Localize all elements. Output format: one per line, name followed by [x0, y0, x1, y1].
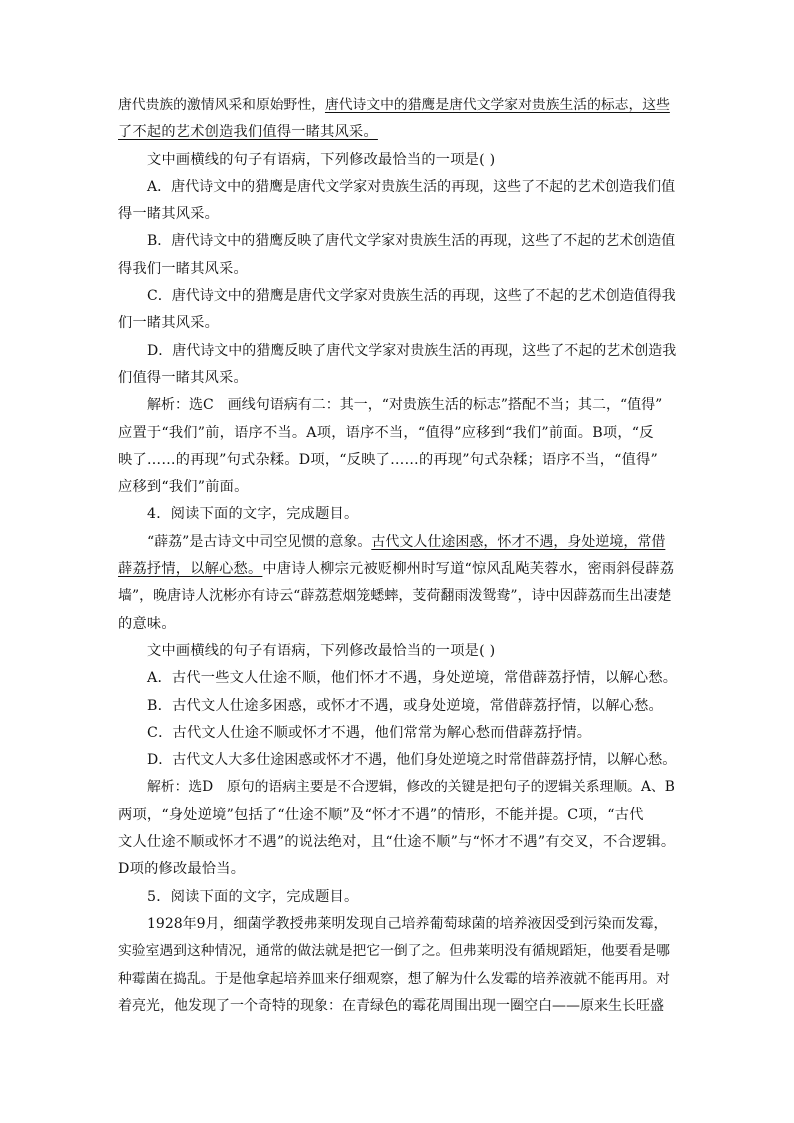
question-prompt: 文中画横线的句子有语病，下列修改最恰当的一项是( )	[147, 151, 496, 168]
question-heading: 5．阅读下面的文字，完成题目。	[147, 888, 359, 905]
option-a: A．古代一些文人仕途不顺，他们怀才不遇，身处逆境，常借薜荔抒情，以解心愁。	[147, 670, 678, 687]
passage-text: 的意味。	[118, 615, 176, 632]
option-a: A．唐代诗文中的猎鹰是唐代文学家对贵族生活的再现，这些了不起的艺术创造我们值	[147, 178, 676, 195]
option-d: D．唐代诗文中的猎鹰反映了唐代文学家对贵族生活的再现，这些了不起的艺术创造我	[147, 342, 677, 359]
analysis-text: 映了……的再现”句式杂糅。D项，“反映了……的再现”句式杂糅；语序不当，“值得”	[118, 451, 659, 468]
question-heading: 4．阅读下面的文字，完成题目。	[147, 506, 359, 523]
option-b-cont: 得我们一睹其风采。	[118, 260, 248, 277]
passage-text: 1928年9月，细菌学教授弗莱明发现自己培养葡萄球菌的培养液因受到污染而发霉，	[147, 915, 668, 932]
underlined-sentence: 了不起的艺术创造我们值得一睹其风采。	[118, 124, 378, 141]
analysis-text: 解析：选D 原句的语病主要是不合逻辑，修改的关键是把句子的逻辑关系理顺。A、B	[147, 779, 675, 796]
analysis-text: D项的修改最恰当。	[118, 861, 246, 878]
underlined-sentence: 薜荔抒情，以解心愁。	[118, 561, 263, 578]
passage-text	[118, 529, 676, 556]
option-c: C．古代文人仕途不顺或怀才不遇，他们常常为解心愁而借薜荔抒情。	[147, 724, 592, 741]
option-c-cont: 们一睹其风采。	[118, 315, 220, 332]
document-page	[118, 92, 676, 1020]
option-c: C．唐代诗文中的猎鹰是唐代文学家对贵族生活的再现，这些了不起的艺术创造值得我	[147, 288, 676, 305]
passage-text: 墙”，晚唐诗人沈彬亦有诗云“薜荔惹烟笼蟋蟀，芰荷翻雨泼鸳鸯”，诗中因薜荔而生出凄楚	[118, 588, 672, 605]
text-segment: 中唐诗人柳宗元被贬柳州时写道“惊风乱飐芙蓉水，密雨斜侵薜荔	[262, 561, 675, 578]
analysis-text: 文人仕途不顺或怀才不遇”的说法绝对，且“仕途不顺”与“怀才不遇”有交叉，不合逻辑。	[118, 834, 676, 851]
analysis-text: 解析：选C 画线句语病有二：其一，“对贵族生活的标志”搭配不当；其二，“值得”	[147, 397, 663, 414]
analysis-text: 应置于“我们”前，语序不当。A项，语序不当，“值得”应移到“我们”前面。B项，“反	[118, 424, 654, 441]
text-segment: “薜荔”是古诗文中司空见惯的意象。	[147, 533, 372, 550]
analysis-text: 应移到“我们”前面。	[118, 479, 249, 496]
question-prompt: 文中画横线的句子有语病，下列修改最恰当的一项是( )	[147, 642, 496, 659]
text-line	[118, 119, 676, 146]
text-segment: 唐代贵族的激情风采和原始野性，	[118, 97, 325, 113]
passage-text: 实验室遇到这种情况，通常的做法就是把它一倒了之。但弗莱明没有循规蹈矩，他要看是哪	[118, 943, 670, 960]
analysis-text: 两项，“身处逆境”包括了“仕途不顺”及“怀才不遇”的情形，不能并提。C项，“古代	[118, 806, 644, 823]
passage-text: 着亮光，他发现了一个奇特的现象：在青绿色的霉花周围出现一圈空白——原来生长旺盛	[118, 997, 664, 1014]
passage-text: 种霉菌在捣乱。于是他拿起培养皿来仔细观察，想了解为什么发霉的培养液就不能再用。对	[118, 970, 670, 987]
text-line	[118, 92, 676, 119]
option-b: B．唐代诗文中的猎鹰反映了唐代文学家对贵族生活的再现，这些了不起的艺术创造值	[147, 233, 676, 250]
underlined-sentence: 唐代诗文中的猎鹰是唐代文学家对贵族生活的标志，这些	[324, 97, 670, 113]
option-b: B．古代文人仕途多困惑，或怀才不遇，或身处逆境，常借薜荔抒情，以解心愁。	[147, 697, 663, 714]
option-d-cont: 们值得一睹其风采。	[118, 369, 248, 386]
passage-text	[118, 556, 676, 583]
option-a-cont: 得一睹其风采。	[118, 206, 220, 223]
underlined-sentence: 古代文人仕途困惑，怀才不遇，身处逆境，常借	[371, 533, 666, 550]
option-d: D．古代文人大多仕途困惑或怀才不遇，他们身处逆境之时常借薜荔抒情，以解心愁。	[147, 752, 677, 769]
